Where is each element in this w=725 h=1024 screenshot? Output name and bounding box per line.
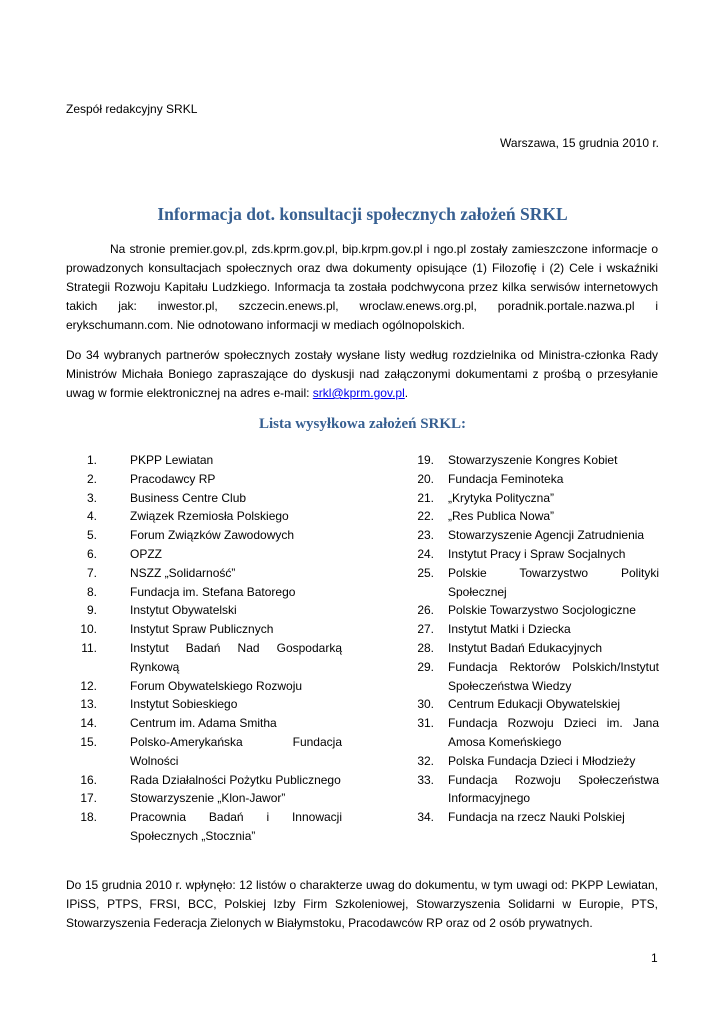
list-item xyxy=(404,695,659,714)
email-link[interactable]: srkl@kprm.gov.pl xyxy=(312,386,405,400)
list-item xyxy=(66,601,342,620)
list-item xyxy=(404,526,659,545)
list-item-number: 7. xyxy=(86,565,97,580)
list-item xyxy=(66,526,342,545)
list-item-number: 16. xyxy=(80,772,97,787)
list-item xyxy=(404,808,659,827)
sender-line: Zespół redakcyjny SRKL xyxy=(66,102,198,116)
list-item-number: 22. xyxy=(417,509,434,524)
list-item xyxy=(66,639,342,677)
list-item-name: Rada Działalności Pożytku Publicznego xyxy=(130,772,341,787)
list-item xyxy=(404,545,659,564)
list-item-number: 19. xyxy=(417,453,434,467)
mailing-list-right xyxy=(404,451,659,827)
list-item-name: PKPP Lewiatan xyxy=(130,453,214,467)
list-item-number: 14. xyxy=(80,716,97,731)
list-item xyxy=(404,601,659,620)
list-item-number: 32. xyxy=(417,753,434,768)
list-item-name: Fundacja Feminoteka xyxy=(448,471,564,486)
list-item xyxy=(66,470,342,489)
list-item-number: 33. xyxy=(417,772,434,787)
list-item-number: 11. xyxy=(81,640,97,655)
list-item-name: Instytut Badań Edukacyjnych xyxy=(448,640,603,655)
list-item-name: Instytut Matki i Dziecka xyxy=(448,622,571,637)
list-item-number: 23. xyxy=(417,528,434,543)
list-item-name: Związek Rzemiosła Polskiego xyxy=(130,509,289,524)
list-item-number: 2. xyxy=(86,471,97,486)
list-item-name: Business Centre Club xyxy=(130,490,247,505)
list-item-number: 20. xyxy=(417,471,434,486)
list-item xyxy=(66,583,342,602)
list-item-name: Centrum im. Adama Smitha xyxy=(130,716,277,731)
list-item xyxy=(66,451,342,470)
list-item-name: Polskie Towarzystwo Socjologiczne xyxy=(448,603,636,618)
list-item-number: 29. xyxy=(417,659,434,674)
list-item xyxy=(66,714,342,733)
list-item-number: 34. xyxy=(417,810,434,825)
list-item xyxy=(66,620,342,639)
list-item xyxy=(404,564,659,602)
list-item-number: 3. xyxy=(86,490,97,505)
list-item-number: 25. xyxy=(417,565,434,580)
list-item-number: 10. xyxy=(80,622,97,637)
list-item xyxy=(404,714,659,752)
page-number: 1 xyxy=(651,951,658,965)
list-item xyxy=(404,451,659,470)
list-item-number: 15. xyxy=(80,734,97,749)
list-item xyxy=(66,564,342,583)
list-item-number: 21. xyxy=(417,490,434,505)
list-item-number: 8. xyxy=(86,584,97,599)
date-line: Warszawa, 15 grudnia 2010 r. xyxy=(500,136,659,150)
list-item-name: Fundacja Rektorów Polskich/Instytut Społeczeństwa Wiedzy xyxy=(448,659,659,693)
list-item xyxy=(66,771,342,790)
list-item xyxy=(66,789,342,808)
list-item-number: 4. xyxy=(86,509,97,524)
list-item xyxy=(404,507,659,526)
list-item-name: Pracownia Badań i Innowacji Społecznych „Stocznia” xyxy=(130,810,342,843)
list-item-number: 1. xyxy=(86,453,97,467)
list-item xyxy=(404,620,659,639)
list-item-name: Forum Obywatelskiego Rozwoju xyxy=(130,678,303,693)
list-item-number: 31. xyxy=(417,716,434,731)
list-item-name: Instytut Pracy i Spraw Socjalnych xyxy=(448,546,626,561)
paragraph-partners-end: . xyxy=(404,386,409,400)
list-item-number: 24. xyxy=(417,546,434,561)
list-item-number: 28. xyxy=(417,640,434,655)
list-item-name: Stowarzyszenie Kongres Kobiet xyxy=(448,453,618,467)
list-item-number: 18. xyxy=(80,810,97,825)
list-item-name: Polskie Towarzystwo Polityki Społecznej xyxy=(448,565,659,599)
list-item xyxy=(404,658,659,696)
paragraph-intro: Na stronie premier.gov.pl, zds.kprm.gov.pl, bip.krpm.gov.pl i ngo.pl zostały zamieszczone informacje o prowadzonych konsultacjach społecznych oraz dwa dokumenty opisujące (1) Filozofię i (2) Cele i wskaźniki Strategii Rozwoju Kapitału Ludzkiego. Informacja ta została podchwycona przez kilka serwisów internetowych takich jak: inwestor.pl, szczecin.enews.pl, wroclaw.enews.org.pl, poradnik.portale.nazwa.pl i erykschumann.com. Nie odnotowano informacji w mediach ogólnopolskich. xyxy=(66,242,658,332)
list-item-name: Instytut Spraw Publicznych xyxy=(130,622,274,637)
list-item xyxy=(66,808,342,846)
list-item-number: 13. xyxy=(80,697,97,712)
list-item-name: Pracodawcy RP xyxy=(130,471,216,486)
list-item-number: 9. xyxy=(86,603,97,618)
list-item xyxy=(66,507,342,526)
list-item xyxy=(404,752,659,771)
list-item-name: NSZZ „Solidarność” xyxy=(130,565,236,580)
list-item-number: 6. xyxy=(86,546,97,561)
paragraph-partners xyxy=(66,346,658,403)
list-item-name: Forum Związków Zawodowych xyxy=(130,528,295,543)
list-item-number: 17. xyxy=(80,791,97,806)
list-item-name: Stowarzyszenie „Klon-Jawor” xyxy=(130,791,286,806)
list-item xyxy=(66,489,342,508)
list-item-number: 5. xyxy=(86,528,97,543)
list-item xyxy=(66,733,342,771)
mailing-list-left xyxy=(66,451,342,846)
list-item-name: „Krytyka Polityczna” xyxy=(448,490,555,505)
list-item-name: Instytut Obywatelski xyxy=(130,603,237,618)
list-item-name: Polska Fundacja Dzieci i Młodzieży xyxy=(448,753,636,768)
list-item xyxy=(66,545,342,564)
list-item-name: Fundacja na rzecz Nauki Polskiej xyxy=(448,810,625,825)
paragraph-partners-text: Do 34 wybranych partnerów społecznych zostały wysłane listy według rozdzielnika od Ministra-członka Rady Ministrów Michała Boniego zapraszające do dyskusji nad załączonymi dokumentami z prośbą o przesyłanie uwag w formie elektronicznej na adres e-mail: xyxy=(66,348,658,400)
list-item xyxy=(404,771,659,809)
list-item xyxy=(66,695,342,714)
list-item-number: 30. xyxy=(417,697,434,712)
list-item xyxy=(66,677,342,696)
list-item-name: Fundacja im. Stefana Batorego xyxy=(130,584,296,599)
list-item-number: 26. xyxy=(417,603,434,618)
list-item-number: 27. xyxy=(417,622,434,637)
list-item-name: „Res Publica Nowa” xyxy=(448,509,555,524)
list-item-name: OPZZ xyxy=(130,546,162,561)
list-item-name: Stowarzyszenie Agencji Zatrudnienia xyxy=(448,528,645,543)
list-item-name: Fundacja Rozwoju Społeczeństwa Informacyjnego xyxy=(448,772,659,806)
list-item-number: 12. xyxy=(80,678,97,693)
list-item-name: Polsko-Amerykańska Fundacja Wolności xyxy=(130,734,342,768)
list-item-name: Instytut Sobieskiego xyxy=(130,697,238,712)
document-title: Informacja dot. konsultacji społecznych założeń SRKL xyxy=(157,204,568,224)
list-title: Lista wysyłkowa założeń SRKL: xyxy=(258,416,467,432)
list-item xyxy=(404,470,659,489)
paragraph-summary: Do 15 grudnia 2010 r. wpłynęło: 12 listów o charakterze uwag do dokumentu, w tym uwagi od: PKPP Lewiatan, IPiSS, PTPS, FRSI, BCC, Polskiej Izby Firm Szkoleniowej, Stowarzyszenia Solidarni w Europie, PTS, Stowarzyszenia Federacja Zielonych w Białymstoku, Pracodawców RP oraz od 2 osób prywatnych. xyxy=(66,878,658,930)
list-item-name: Centrum Edukacji Obywatelskiej xyxy=(448,697,621,712)
list-item-name: Fundacja Rozwoju Dzieci im. Jana Amosa Komeńskiego xyxy=(448,716,659,749)
list-item xyxy=(404,639,659,658)
list-item xyxy=(404,489,659,508)
list-item-name: Instytut Badań Nad Gospodarką Rynkową xyxy=(130,640,342,674)
